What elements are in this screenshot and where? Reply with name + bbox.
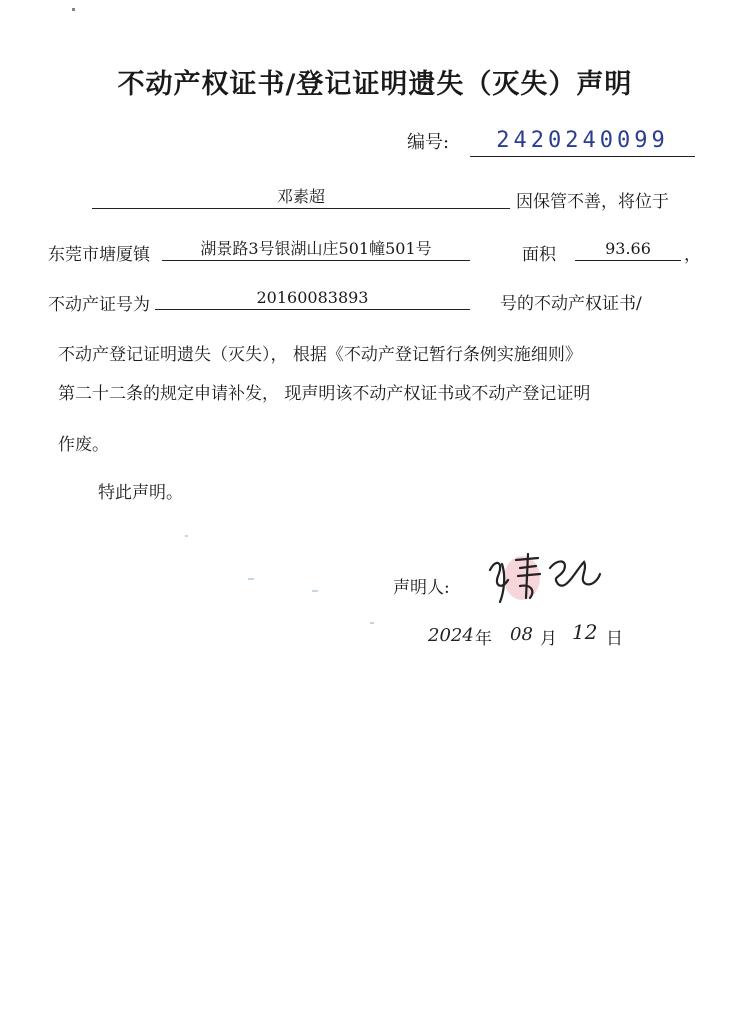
date-month: 08	[510, 624, 533, 645]
line1-text: 因保管不善，将位于	[516, 192, 669, 212]
body-line-5: 第二十二条的规定申请补发， 现声明该不动产权证书或不动产登记证明	[58, 384, 591, 404]
certificate-number: 20160083893	[155, 287, 470, 310]
cert-suffix: 号的不动产权证书/	[500, 294, 642, 314]
fingerprint-stamp	[504, 556, 540, 600]
date-month-unit: 月	[540, 629, 557, 649]
serial-label: 编号:	[407, 132, 450, 153]
serial-number: 2420240099	[470, 126, 695, 157]
scan-speck	[312, 590, 318, 592]
closing-text: 特此声明。	[98, 483, 183, 503]
area-value: 93.66	[575, 238, 681, 261]
document-title: 不动产权证书/登记证明遗失（灭失）声明	[117, 69, 633, 100]
scan-speck	[248, 578, 254, 580]
date-day: 12	[572, 620, 598, 644]
date-year: 2024	[428, 625, 474, 646]
body-line-6: 作废。	[58, 435, 109, 455]
body-line-4: 不动产登记证明遗失（灭失）， 根据《不动产登记暂行条例实施细则》	[58, 345, 582, 365]
handwritten-signature	[480, 540, 610, 610]
scan-speck	[185, 535, 188, 537]
property-address: 湖景路3号银湖山庄501幢501号	[162, 238, 470, 261]
owner-name: 邓素超	[92, 186, 510, 209]
cert-prefix: 不动产证号为	[48, 295, 150, 315]
scan-speck	[370, 622, 374, 624]
date-year-unit: 年	[475, 629, 492, 649]
area-label: 面积	[522, 245, 556, 265]
declarant-label: 声明人:	[393, 578, 450, 598]
location-prefix: 东莞市塘厦镇	[48, 245, 150, 265]
scan-speck	[72, 8, 75, 11]
area-comma: ，	[684, 245, 701, 265]
date-day-unit: 日	[606, 629, 623, 649]
